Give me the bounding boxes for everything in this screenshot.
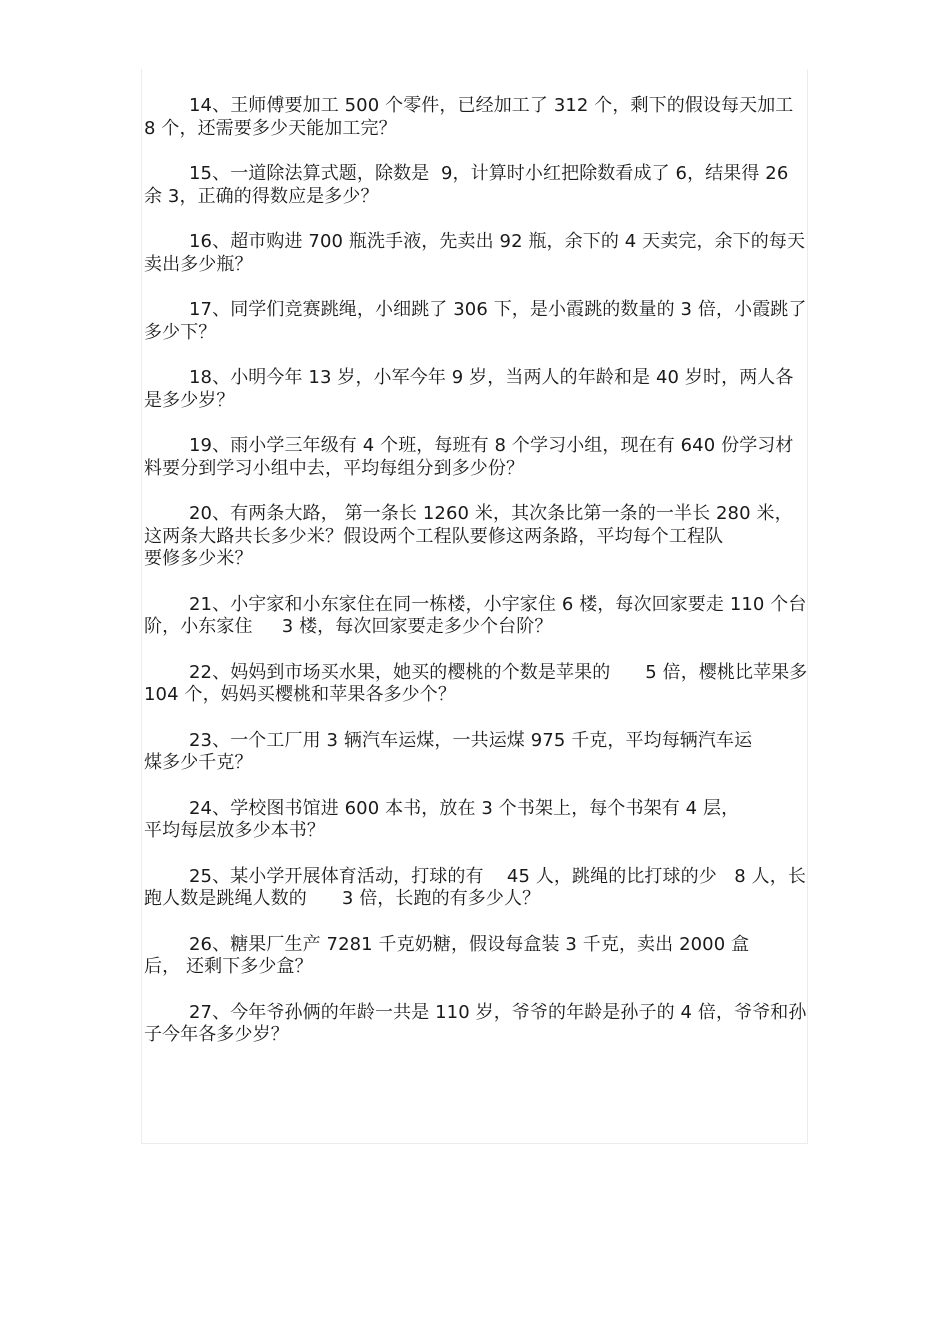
problem-22: 22、妈妈到市场买水果，她买的樱桃的个数是苹果的 5 倍，樱桃比苹果多 104 个，妈妈买樱桃和苹果各多少个？ [144,661,820,705]
problem-26: 26、糖果厂生产 7281 千克奶糖，假设每盒装 3 千克，卖出 2000 盒 后， 还剩下多少盒？ [144,933,750,977]
problem-25: 25、某小学开展体育活动，打球的有 45 人，跳绳的比打球的少 8 人，长跑人数是跳绳人数的 3 倍，长跑的有多少人？ [144,865,806,909]
problem-14: 14、王师傅要加工 500 个零件，已经加工了 312 个，剩下的假设每天加工 8 个，还需要多少天能加工完？ [144,95,800,139]
problem-24: 24、学校图书馆进 600 本书，放在 3 个书架上，每个书架有 4 层， 平均每层放多少本书？ [144,797,740,841]
problem-16: 16、超市购进 700 瓶洗手液，先卖出 92 瓶，余下的 4 天卖完，余下的每天卖出多少瓶？ [144,231,806,275]
problem-17: 17、同学们竞赛跳绳，小细跳了 306 下，是小霞跳的数量的 3 倍，小霞跳了多少下？ [144,299,807,343]
problem-23: 23、一个工厂用 3 辆汽车运煤，一共运煤 975 千克，平均每辆汽车运 煤多少千克？ [144,729,753,773]
problem-18: 18、小明今年 13 岁，小军今年 9 岁，当两人的年龄和是 40 岁时，两人各是多少岁？ [144,367,794,411]
problem-21: 21、小宇家和小东家住在同一栋楼，小宇家住 6 楼，每次回家要走 110 个台阶，小东家住 3 楼，每次回家要走多少个台阶？ [144,593,807,637]
problem-list [144,95,820,1070]
problem-27: 27、今年爷孙俩的年龄一共是 110 岁，爷爷的年龄是孙子的 4 倍，爷爷和孙子今年各多少岁？ [144,1001,807,1045]
problem-15: 15、一道除法算式题，除数是 9，计算时小红把除数看成了 6，结果得 26 余 3，正确的得数应是多少？ [144,163,795,207]
problem-19: 19、雨小学三年级有 4 个班，每班有 8 个学习小组，现在有 640 份学习材料要分到学习小组中去，平均每组分到多少份？ [144,435,794,479]
problem-20: 20、有两条大路， 第一条长 1260 米，其次条比第一条的一半长 280 米，这两条大路共长多少米？假设两个工程队要修这两条路，平均每个工程队 要修多少米？ [144,503,793,569]
